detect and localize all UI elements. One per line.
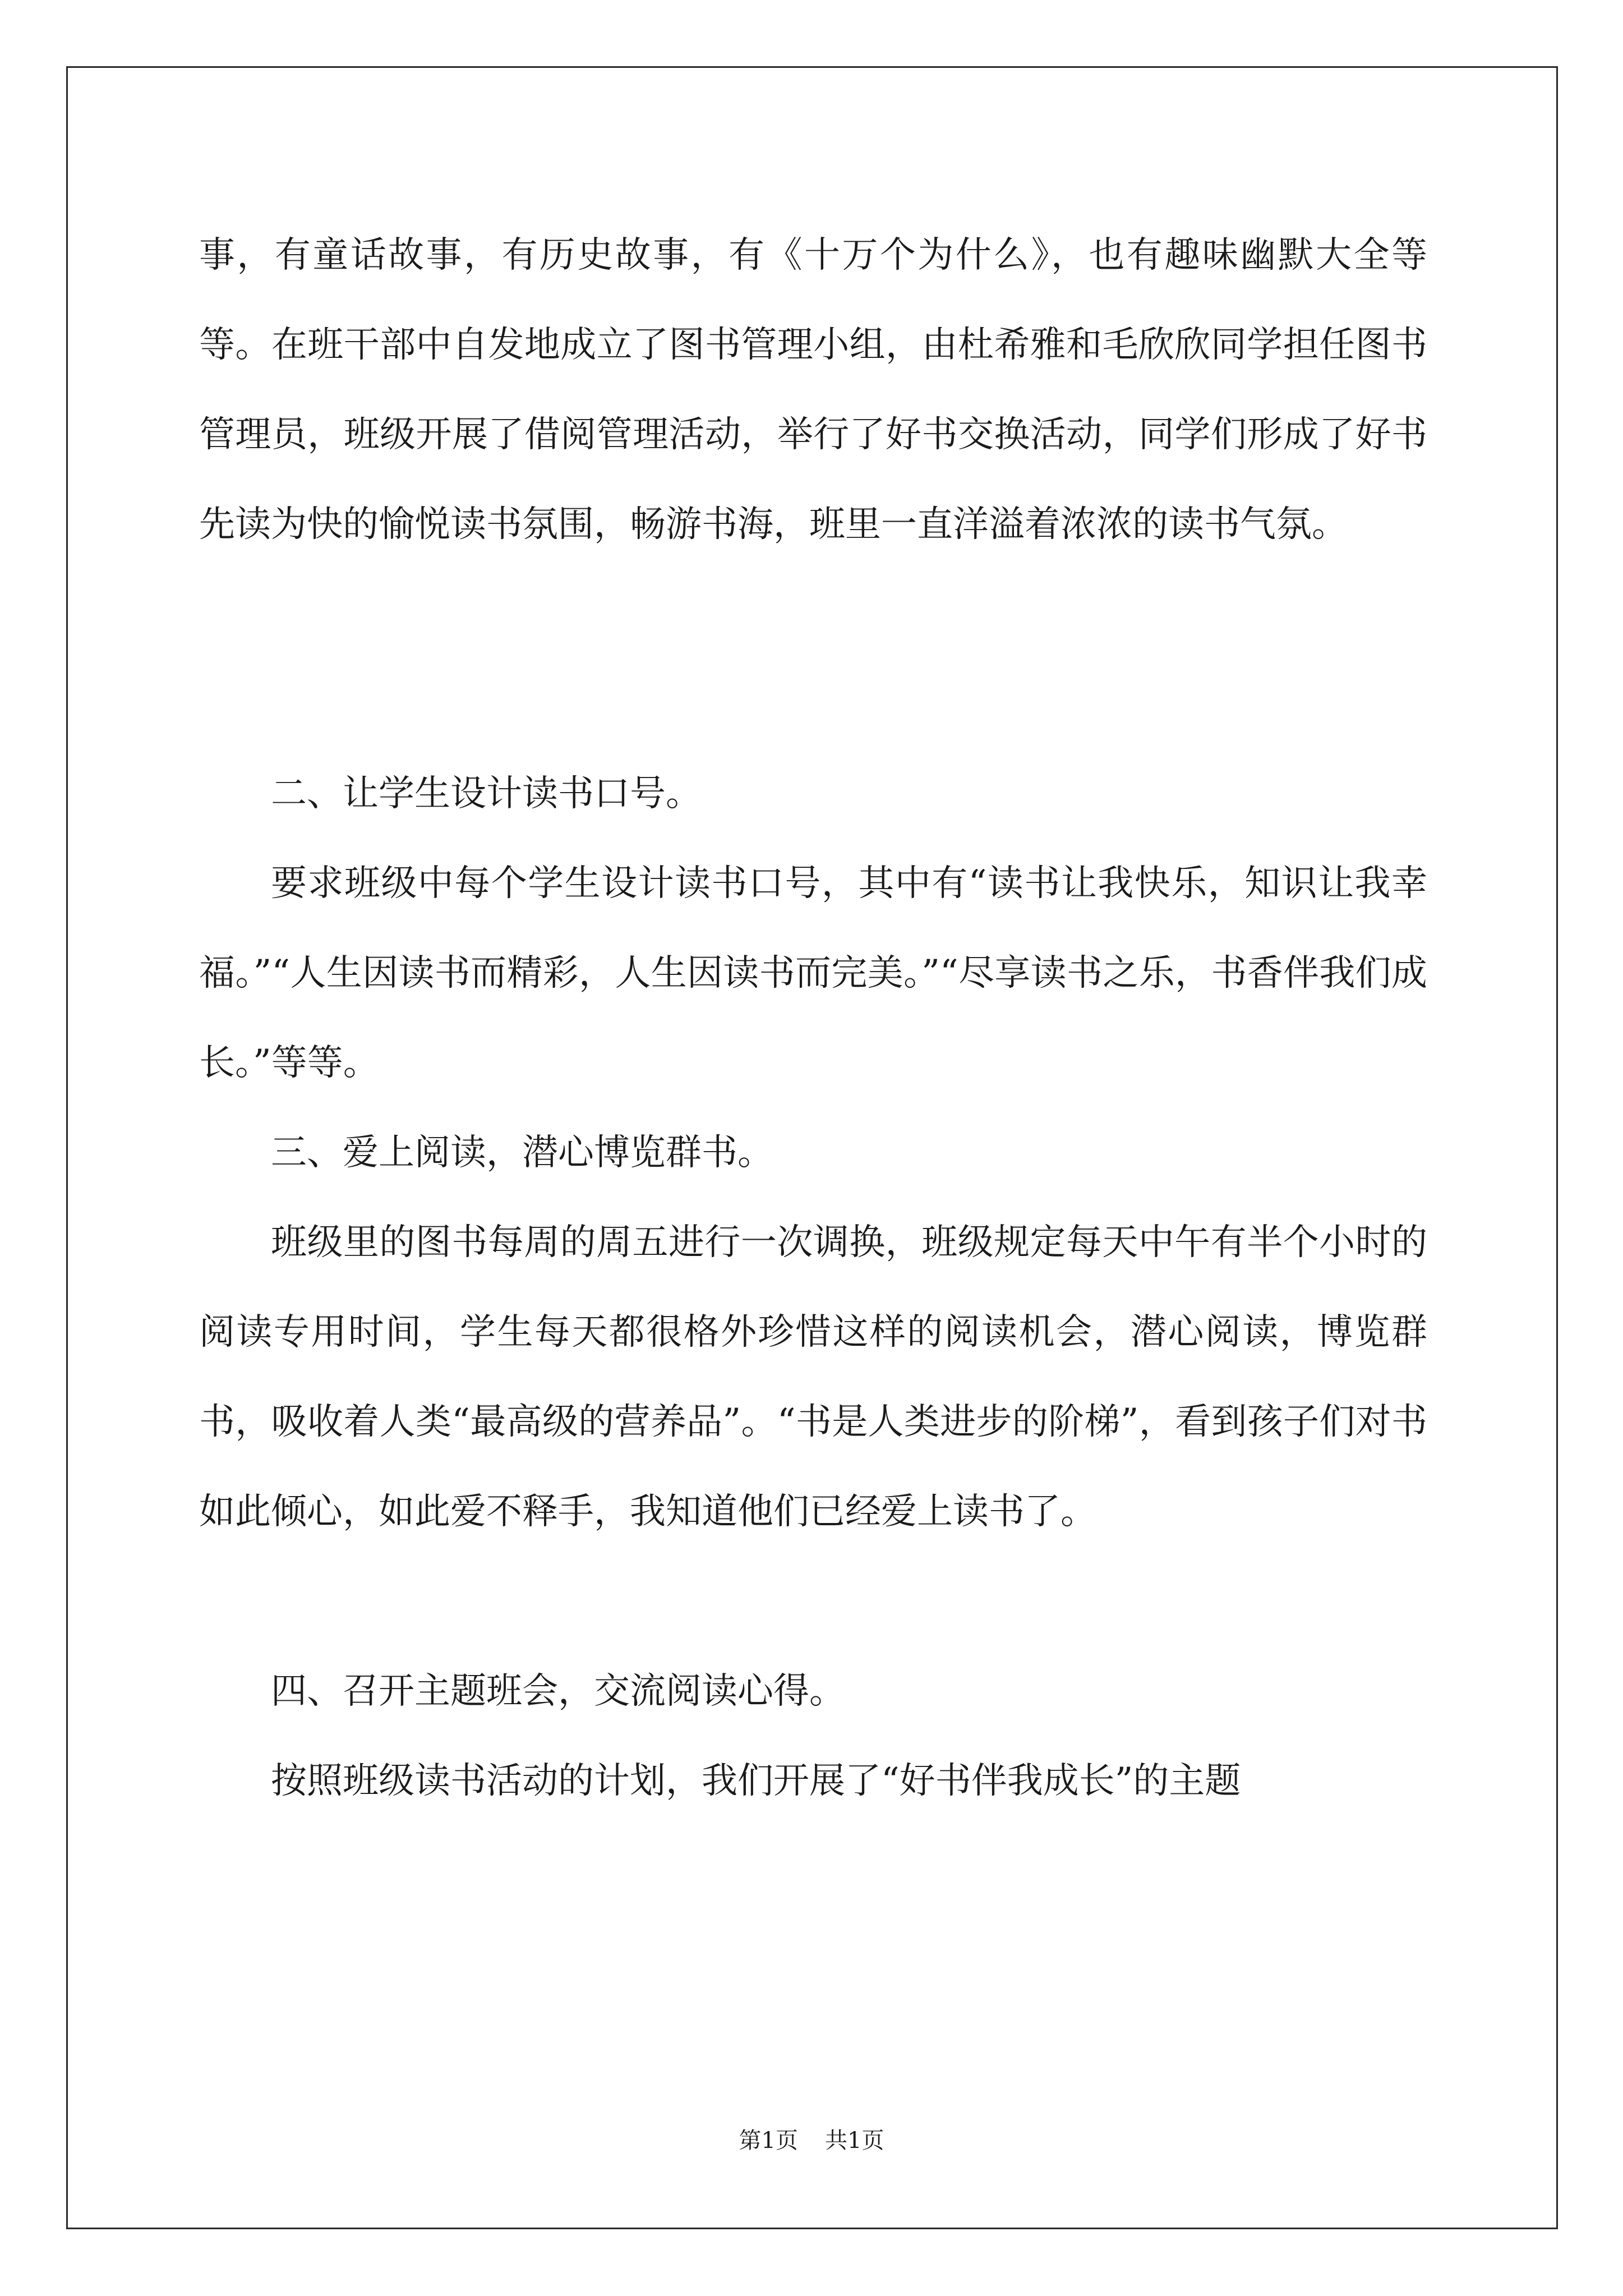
page-footer	[0, 2124, 1623, 2157]
body-paragraph-4: 按照班级读书活动的计划，我们开展了“好书伴我成长”的主题	[271, 1760, 1241, 1802]
body-paragraph-1: 事，有童话故事，有历史故事，有《十万个为什么》，也有趣味幽默大全等等。在班干部中自发地成立了图书管理小组，由杜希雅和毛欣欣同学担任图书管理员，班级开展了借阅管理活动，举行了好书交换活动，同学们形成了好书先读为快的愉悦读书氛围，畅游书海，班里一直洋溢着浓浓的读书气氛。	[199, 234, 1427, 545]
page-number: 第1页	[739, 2128, 798, 2154]
body-paragraph-3: 班级里的图书每周的周五进行一次调换，班级规定每天中午有半个小时的阅读专用时间，学生每天都很格外珍惜这样的阅读机会，潜心阅读，博览群书，吸收着人类“最高级的营养品”。“书是人类进步的阶梯”，看到孩子们对书如此倾心，如此爱不释手，我知道他们已经爱上读书了。	[199, 1222, 1427, 1533]
section-heading-4: 四、召开主题班会，交流阅读心得。	[271, 1671, 845, 1712]
body-paragraph-2: 要求班级中每个学生设计读书口号，其中有“读书让我快乐，知识让我幸福。”“人生因读书而精彩，人生因读书而完美。”“尽享读书之乐，书香伴我们成长。”等等。	[199, 863, 1427, 1084]
section-heading-2: 二、让学生设计读书口号。	[271, 773, 702, 815]
section-heading-3: 三、爱上阅读，潜心博览群书。	[271, 1132, 773, 1174]
page-total: 共1页	[825, 2128, 884, 2154]
